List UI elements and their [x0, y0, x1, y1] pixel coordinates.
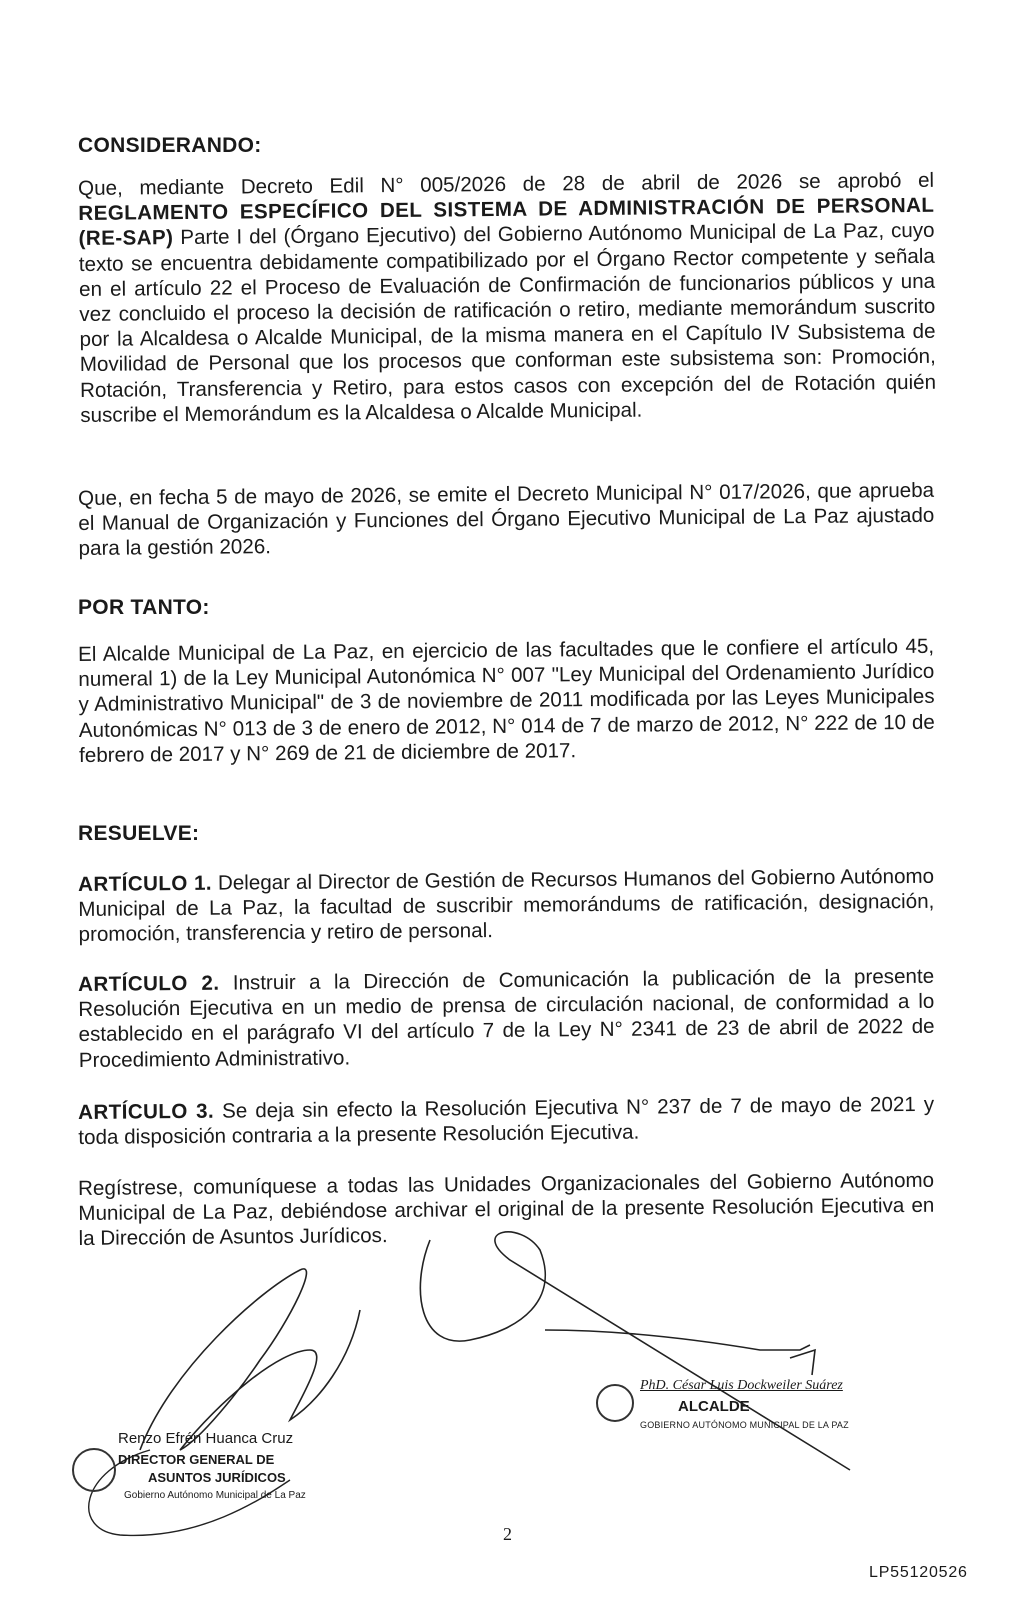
regulation-name: REGLAMENTO ESPECÍFICO DEL SISTEMA DE ADMINISTRACIÓN DE PERSONAL (RE-SAP)	[78, 193, 935, 251]
article-3-label: ARTÍCULO 3.	[78, 1099, 215, 1124]
por-tanto-heading: POR TANTO:	[78, 596, 210, 619]
article-2-label: ARTÍCULO 2.	[78, 971, 220, 996]
p1-intro: Que, mediante Decreto Edil N° 005/2026 de 28 de abril de 2026 se aprobó el	[78, 168, 935, 200]
director-name: Renzo Efrén Huanca Cruz	[118, 1430, 294, 1447]
page-number: 2	[503, 1524, 512, 1544]
alcalde-entity: GOBIERNO AUTÓNOMO MUNICIPAL DE LA PAZ	[640, 1420, 849, 1430]
alcalde-name: PhD. César Luis Dockweiler Suárez	[640, 1378, 843, 1393]
closing-paragraph: Regístrese, comuníquese a todas las Unidades Organizacionales del Gobierno Autónomo Municipal de La Paz, debiéndose archivar el original de la presente Resolución Ejecutiva en la Dirección de Asuntos Jurídicos.	[78, 1168, 935, 1251]
alcaldia-seal-icon	[596, 1384, 634, 1422]
por-tanto-paragraph: El Alcalde Municipal de La Paz, en ejercicio de las facultades que le confiere el artículo 45, numeral 1) de la Ley Municipal Autonómica N° 007 "Ley Municipal del Ordenamiento Jurídico y Administrativo Municipal" de 3 de noviembre de 2011 modificada por las Leyes Municipales Autonómicas N° 013 de 3 de enero de 2012, N° 014 de 7 de marzo de 2012, N° 222 de 10 de febrero de 2017 y N° 269 de 21 de diciembre de 2017.	[78, 634, 935, 767]
considerando-paragraph-1	[78, 168, 936, 428]
right-signature-stroke	[420, 1232, 850, 1470]
article-1-label: ARTÍCULO 1.	[78, 871, 213, 896]
article-1-text: Delegar al Director de Gestión de Recursos Humanos del Gobierno Autónomo Municipal de La Paz, la facultad de suscribir memorándums de ratificación, designación, promoción, transferencia y retiro de personal.	[78, 864, 935, 947]
director-title-line-1: DIRECTOR GENERAL DE	[118, 1452, 275, 1467]
article-2	[78, 964, 935, 1073]
article-3	[78, 1092, 934, 1151]
article-3-text: Se deja sin efecto la Resolución Ejecutiva N° 237 de 7 de mayo de 2021 y toda disposición contraria a la presente Resolución Ejecutiva.	[78, 1092, 935, 1150]
considerando-paragraph-2: Que, en fecha 5 de mayo de 2026, se emite el Decreto Municipal N° 017/2026, que aprueba el Manual de Organización y Funciones del Órgano Ejecutivo Municipal de La Paz ajustado para la gestión 2026.	[78, 478, 935, 561]
director-title-line-2: ASUNTOS JURÍDICOS	[148, 1470, 286, 1485]
article-2-text: Instruir a la Dirección de Comunicación la publicación de la presente Resolución Ejecutiva en un medio de prensa de circulación nacional, de conformidad a lo establecido en el parágrafo VI del artículo 7 de la Ley N° 2341 de 23 de abril de 2022 de Procedimiento Administrativo.	[78, 964, 935, 1072]
p1-rest: Parte I del (Órgano Ejecutivo) del Gobierno Autónomo Municipal de La Paz, cuyo texto se encuentra debidamente compatibilizado por el Órgano Rector competente y señala en el artículo 22 el Proceso de Evaluación de Confirmación de funcionarios públicos y una vez concluido el proceso la decisión de ratificación o retiro, mediante memorándum suscrito por la Alcaldesa o Alcalde Municipal, de la misma manera en el Capítulo IV Subsistema de Movilidad de Personal que los procesos que conforman este subsistema son: Promoción, Rotación, Transferencia y Retiro, para estos casos con excepción del de Rotación quién suscribe el Memorándum es la Alcaldesa o Alcalde Municipal.	[78, 219, 937, 427]
resuelve-heading: RESUELVE:	[78, 822, 200, 845]
document-code: LP55120526	[869, 1564, 968, 1581]
director-entity: Gobierno Autónomo Municipal de La Paz	[124, 1490, 306, 1501]
alcalde-title: ALCALDE	[678, 1398, 750, 1415]
article-1	[78, 864, 935, 948]
juridica-seal-icon	[72, 1448, 116, 1492]
left-signature-stroke	[140, 1269, 360, 1450]
considerando-heading: CONSIDERANDO:	[78, 134, 262, 157]
right-signature-flourish	[545, 1330, 815, 1375]
signature-strokes	[0, 1200, 1029, 1600]
